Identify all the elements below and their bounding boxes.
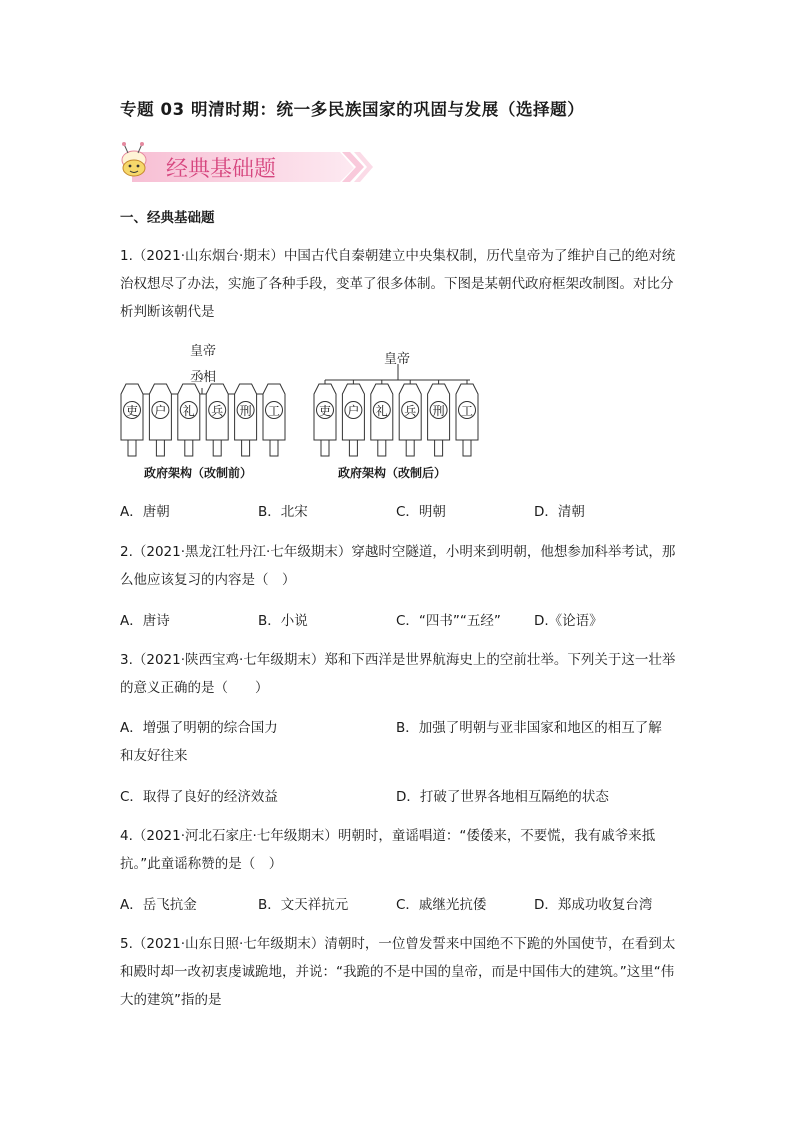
right-department-label: 刑 xyxy=(432,404,445,418)
government-structure-diagram xyxy=(118,336,498,484)
right-department-stem xyxy=(463,440,471,456)
left-department-stem xyxy=(185,440,193,456)
q4-option-d: D．郑成功收复台湾 xyxy=(534,897,653,913)
left-department-label: 工 xyxy=(267,404,281,418)
q2-option-a: A．唐诗 xyxy=(120,613,170,629)
q1-option-d: D．清朝 xyxy=(534,504,585,520)
right-department-stem xyxy=(435,440,443,456)
right-emperor-label: 皇帝 xyxy=(384,352,411,367)
section-heading: 一、经典基础题 xyxy=(120,210,215,226)
section-banner xyxy=(118,138,373,184)
banner-text: 经典基础题 xyxy=(166,157,277,182)
right-department-label: 工 xyxy=(460,404,474,418)
right-department-label: 吏 xyxy=(318,404,332,418)
page-title: 专题 03 明清时期：统一多民族国家的巩固与发展（选择题） xyxy=(120,100,585,119)
left-chancellor-label: 丞相 xyxy=(190,370,217,385)
right-department-label: 户 xyxy=(347,404,360,418)
question-5-text: 5.（2021·山东日照·七年级期末）清朝时，一位曾发誓来中国绝不下跪的外国使节，在看到太和殿时却一改初衷虔诚跪地，并说：“我跪的不是中国的皇帝，而是中国伟大的建筑。”这里“伟大的建筑”指的是 xyxy=(120,936,676,1008)
right-department-stem xyxy=(378,440,386,456)
bee-icon xyxy=(122,142,146,176)
q2-option-b: B．小说 xyxy=(258,613,308,629)
left-department-label: 刑 xyxy=(239,404,252,418)
right-department-label: 兵 xyxy=(404,404,417,418)
left-department-stem xyxy=(270,440,278,456)
q3-option-d: D．打破了世界各地相互隔绝的状态 xyxy=(396,789,609,805)
banner-graphic xyxy=(118,138,373,184)
left-diagram-caption: 政府架构（改制前） xyxy=(144,466,253,480)
q2-option-d: D.《论语》 xyxy=(534,613,603,629)
left-department-stem xyxy=(242,440,250,456)
right-department-stem xyxy=(321,440,329,456)
left-department-label: 户 xyxy=(154,404,167,418)
right-department-stem xyxy=(349,440,357,456)
left-department-label: 礼 xyxy=(182,404,195,418)
q3-option-b-continued: 和友好往来 xyxy=(120,748,188,764)
left-department-stem xyxy=(128,440,136,456)
q1-option-a: A．唐朝 xyxy=(120,504,170,520)
right-department-stem xyxy=(406,440,414,456)
q1-option-c: C．明朝 xyxy=(396,504,446,520)
question-2-text: 2.（2021·黑龙江牡丹江·七年级期末）穿越时空隧道，小明来到明朝，他想参加科举考试，那么他应该复习的内容是（ ） xyxy=(120,544,676,588)
q2-option-c: C．“四书”“五经” xyxy=(396,613,501,629)
question-1-text: 1.（2021·山东烟台·期末）中国古代自秦朝建立中央集权制，历代皇帝为了维护自己的绝对统治权想尽了办法，实施了各种手段，变革了很多体制。下图是某朝代政府框架改制图。对比分析判断该朝代是 xyxy=(120,248,676,320)
left-department-stem xyxy=(156,440,164,456)
left-emperor-label: 皇帝 xyxy=(190,344,217,359)
left-department-label: 兵 xyxy=(211,404,224,418)
q4-option-b: B．文天祥抗元 xyxy=(258,897,349,913)
q3-option-c: C．取得了良好的经济效益 xyxy=(120,789,278,805)
left-department-label: 吏 xyxy=(125,404,139,418)
q4-option-c: C．戚继光抗倭 xyxy=(396,897,487,913)
q1-option-b: B．北宋 xyxy=(258,504,308,520)
right-department-label: 礼 xyxy=(375,404,388,418)
left-department-stem xyxy=(213,440,221,456)
q4-option-a: A．岳飞抗金 xyxy=(120,897,197,913)
question-3-text: 3.（2021·陕西宝鸡·七年级期末）郑和下西洋是世界航海史上的空前壮举。下列关于这一壮举的意义正确的是（ ） xyxy=(120,652,676,696)
q3-option-b: B．加强了明朝与亚非国家和地区的相互了解 xyxy=(396,720,662,736)
question-4-text: 4.（2021·河北石家庄·七年级期末）明朝时，童谣唱道：“倭倭来，不要慌，我有戚爷来抵抗。”此童谣称赞的是（ ） xyxy=(120,828,656,872)
right-diagram-caption: 政府架构（改制后） xyxy=(338,466,447,480)
q3-option-a: A．增强了明朝的综合国力 xyxy=(120,720,278,736)
